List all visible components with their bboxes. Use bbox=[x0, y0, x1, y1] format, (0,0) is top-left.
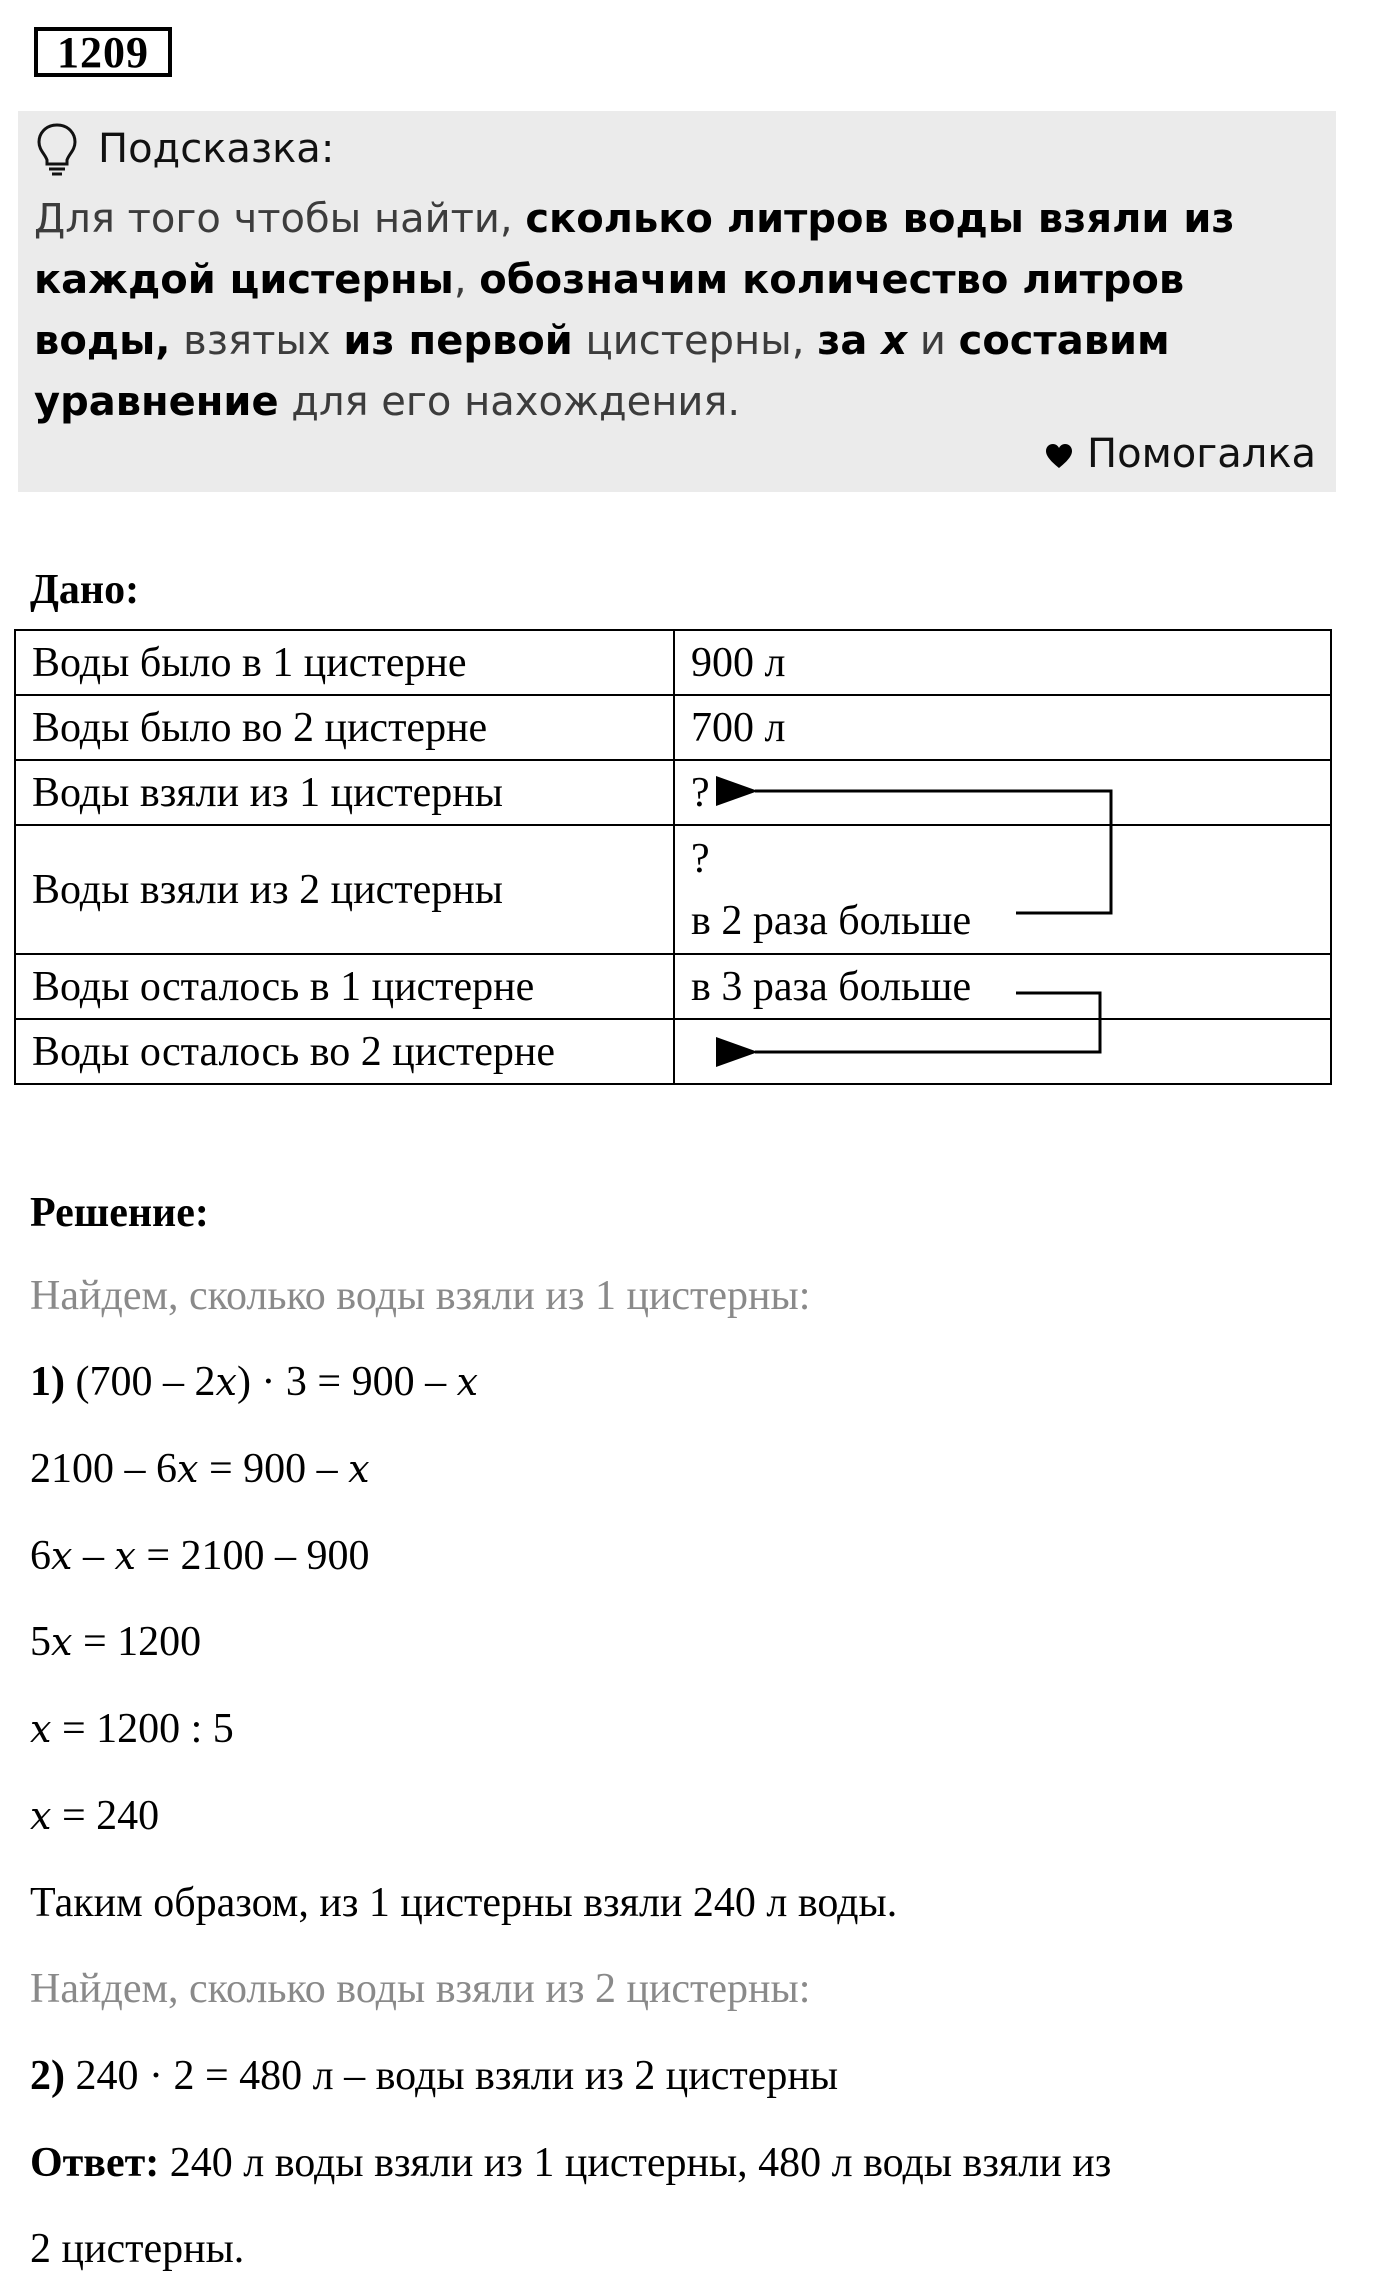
hint-credit-label: Помогалка bbox=[1087, 431, 1316, 477]
table-row bbox=[15, 760, 1331, 825]
equation-1: 1) (700 – 2x) · 3 = 900 – x bbox=[30, 1359, 479, 1405]
given-table bbox=[14, 629, 1332, 1085]
equation-6: x = 240 bbox=[30, 1793, 160, 1839]
table-cell-value bbox=[674, 1019, 1331, 1084]
hint-title: Подсказка: bbox=[98, 126, 335, 172]
table-cell-value: в 3 раза больше bbox=[674, 954, 1331, 1019]
heart-icon bbox=[1045, 443, 1073, 469]
equation-7: 2) 240 · 2 = 480 л – воды взяли из 2 цистерны bbox=[30, 2053, 839, 2099]
table-cell-value: 700 л bbox=[674, 695, 1331, 760]
answer-line-1: Ответ: 240 л воды взяли из 1 цистерны, 480 л воды взяли из bbox=[30, 2140, 1112, 2186]
lightbulb-icon bbox=[33, 121, 81, 177]
table-cell-label: Воды взяли из 1 цистерны bbox=[15, 760, 674, 825]
cell-line: в 2 раза больше bbox=[691, 897, 972, 944]
table-row bbox=[15, 825, 1331, 954]
step2-intro: Найдем, сколько воды взяли из 2 цистерны: bbox=[30, 1966, 811, 2012]
hint-text: Для того чтобы найти, сколько литров воды взяли из каждой цистерны, обозначим количество литров воды, взятых из первой цистерны, за x и составим уравнение для его нахождения. bbox=[34, 196, 1235, 425]
table-row bbox=[15, 954, 1331, 1019]
table-row bbox=[15, 1019, 1331, 1084]
table-cell-label: Воды было в 1 цистерне bbox=[15, 630, 674, 695]
answer-line-2: 2 цистерны. bbox=[30, 2226, 245, 2272]
table-cell-value: 900 л bbox=[674, 630, 1331, 695]
table-row bbox=[15, 695, 1331, 760]
equation-5: x = 1200 : 5 bbox=[30, 1706, 234, 1752]
table-cell-value: ? bbox=[674, 760, 1331, 825]
equation-3: 6x – x = 2100 – 900 bbox=[30, 1533, 370, 1579]
table-row bbox=[15, 630, 1331, 695]
table-cell-label: Воды было во 2 цистерне bbox=[15, 695, 674, 760]
hint-box bbox=[18, 111, 1336, 492]
table-cell-label: Воды осталось во 2 цистерне bbox=[15, 1019, 674, 1084]
conclusion-1: Таким образом, из 1 цистерны взяли 240 л воды. bbox=[30, 1880, 898, 1926]
cell-line: ? bbox=[691, 835, 710, 882]
hint-credit[interactable] bbox=[1045, 429, 1316, 479]
solution-heading: Решение: bbox=[30, 1190, 209, 1236]
table-cell-label: Воды осталось в 1 цистерне bbox=[15, 954, 674, 1019]
task-number: 1209 bbox=[34, 27, 172, 77]
given-heading: Дано: bbox=[30, 567, 140, 613]
table-cell-value bbox=[674, 825, 1331, 954]
table-cell-label: Воды взяли из 2 цистерны bbox=[15, 825, 674, 954]
equation-2: 2100 – 6x = 900 – x bbox=[30, 1446, 370, 1492]
equation-4: 5x = 1200 bbox=[30, 1619, 202, 1665]
step1-intro: Найдем, сколько воды взяли из 1 цистерны: bbox=[30, 1273, 811, 1319]
